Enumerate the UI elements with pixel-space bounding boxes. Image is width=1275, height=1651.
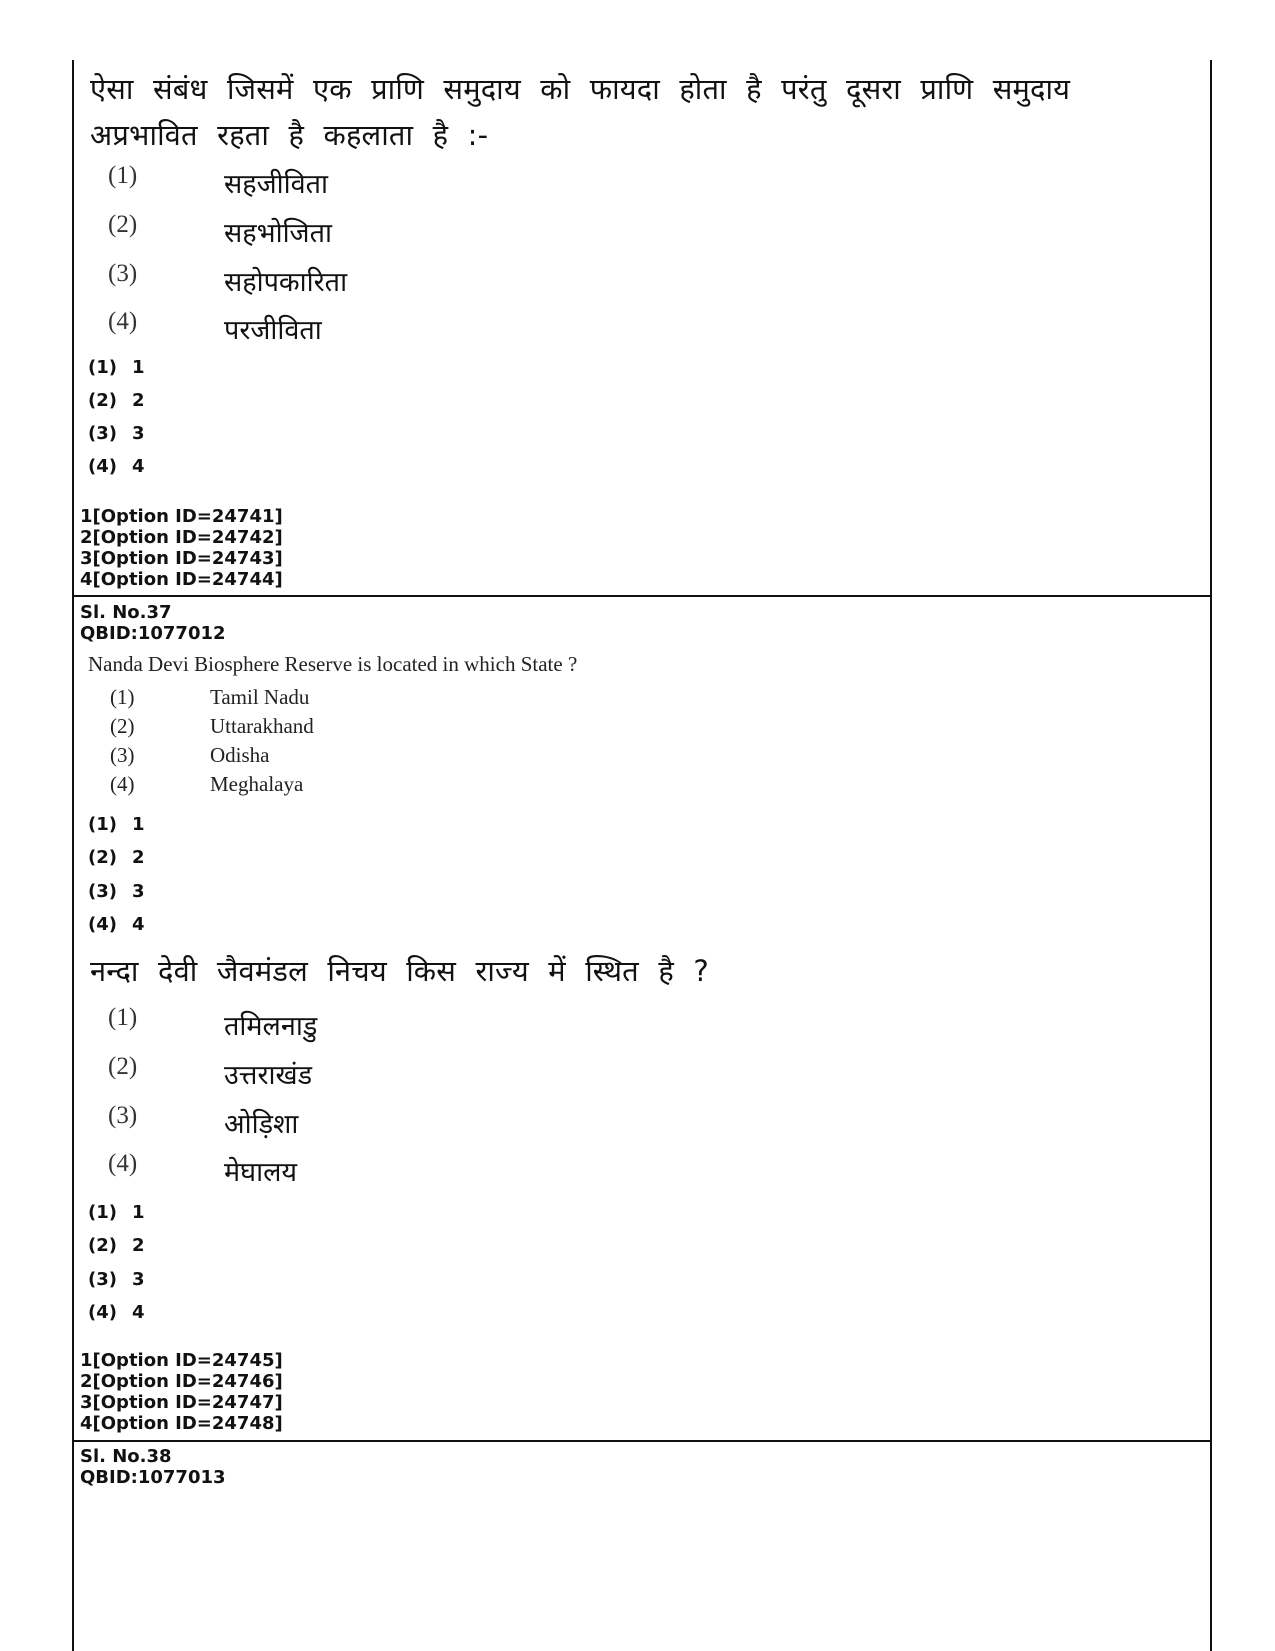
q37-hi-answer-4 (88, 1302, 145, 1326)
option-text: परजीविता (224, 315, 322, 346)
q37-en-answer-2 (88, 847, 145, 871)
answer-number: (4) (88, 456, 117, 477)
divider (74, 1440, 1210, 1442)
q36-answer-4 (88, 456, 145, 480)
q37-en-option-3 (74, 743, 574, 771)
answer-number: (3) (88, 1269, 117, 1290)
answer-value: 1 (132, 357, 145, 378)
q37-en-option-2 (74, 714, 574, 742)
q37-hi-answer-2 (88, 1235, 145, 1259)
question-36-text-hindi: ऐसा संबंध जिसमें एक प्राणि समुदाय को फायदा होता है परंतु दूसरा प्राणि समुदाय अप्रभावित रहता है कहलाता है :- (90, 72, 1071, 152)
option-number: (4) (110, 772, 135, 796)
q36-answer-3 (88, 423, 145, 447)
answer-number: (1) (88, 357, 117, 378)
q37-option-id-1: 1[Option ID=24745] (80, 1350, 283, 1371)
q38-qbid: QBID:1077013 (80, 1467, 226, 1488)
option-text: Meghalaya (210, 772, 304, 796)
q36-option-id-4: 4[Option ID=24744] (80, 569, 283, 590)
option-number: (2) (108, 1053, 138, 1080)
option-text: Odisha (210, 743, 270, 767)
q36-option-id-3: 3[Option ID=24743] (80, 548, 283, 569)
q36-answer-1 (88, 357, 145, 381)
option-number: (2) (110, 714, 135, 738)
q37-en-answer-3 (88, 881, 145, 905)
answer-number: (3) (88, 423, 117, 444)
question-frame (72, 60, 1212, 1651)
answer-value: 2 (132, 847, 145, 868)
answer-number: (2) (88, 847, 117, 868)
option-text: Tamil Nadu (210, 685, 310, 709)
q37-en-answer-1 (88, 814, 145, 838)
answer-value: 2 (132, 1235, 145, 1256)
answer-value: 4 (132, 1302, 145, 1323)
option-number: (4) (108, 1150, 138, 1177)
divider (74, 595, 1210, 597)
q37-serial-number: Sl. No.37 (80, 602, 172, 623)
q36-option-2 (74, 211, 674, 251)
option-text: उत्तराखंड (224, 1060, 313, 1091)
answer-number: (2) (88, 390, 117, 411)
q37-en-answer-4 (88, 914, 145, 938)
option-text: मेघालय (224, 1157, 298, 1188)
answer-value: 3 (132, 881, 145, 902)
q36-option-3 (74, 260, 674, 300)
q36-option-1 (74, 162, 674, 202)
question-37-text-hindi: नन्दा देवी जैवमंडल निचय किस राज्य में स्थित है ? (90, 954, 709, 988)
q38-serial-number: Sl. No.38 (80, 1446, 172, 1467)
answer-number: (4) (88, 1302, 117, 1323)
q37-option-id-4: 4[Option ID=24748] (80, 1413, 283, 1434)
answer-number: (2) (88, 1235, 117, 1256)
q37-en-option-1 (74, 685, 574, 713)
q36-option-id-2: 2[Option ID=24742] (80, 527, 283, 548)
q37-hi-answer-1 (88, 1202, 145, 1226)
q37-option-id-3: 3[Option ID=24747] (80, 1392, 283, 1413)
question-37-text-english: Nanda Devi Biosphere Reserve is located in which State ? (88, 652, 578, 676)
option-text: Uttarakhand (210, 714, 314, 738)
option-number: (2) (108, 211, 138, 238)
answer-number: (1) (88, 814, 117, 835)
q37-qbid: QBID:1077012 (80, 623, 226, 644)
answer-value: 2 (132, 390, 145, 411)
answer-value: 1 (132, 814, 145, 835)
option-number: (1) (108, 1004, 138, 1031)
answer-number: (1) (88, 1202, 117, 1223)
q37-hi-option-4 (74, 1150, 674, 1190)
option-text: तमिलनाडु (224, 1011, 318, 1042)
answer-number: (3) (88, 881, 117, 902)
q37-hi-answer-3 (88, 1269, 145, 1293)
option-text: सहजीविता (224, 169, 329, 200)
option-number: (3) (110, 743, 135, 767)
answer-value: 4 (132, 914, 145, 935)
option-text: ओड़िशा (224, 1109, 299, 1140)
answer-value: 3 (132, 423, 145, 444)
q36-option-id-1: 1[Option ID=24741] (80, 506, 283, 527)
q37-hi-option-2 (74, 1053, 674, 1093)
option-text: सहोपकारिता (224, 267, 348, 298)
option-number: (1) (108, 162, 138, 189)
option-number: (3) (108, 260, 138, 287)
q36-answer-2 (88, 390, 145, 414)
answer-value: 3 (132, 1269, 145, 1290)
q37-en-option-4 (74, 772, 574, 800)
option-number: (4) (108, 308, 138, 335)
answer-number: (4) (88, 914, 117, 935)
q37-option-id-2: 2[Option ID=24746] (80, 1371, 283, 1392)
q37-hi-option-3 (74, 1102, 674, 1142)
option-number: (3) (108, 1102, 138, 1129)
q37-hi-option-1 (74, 1004, 674, 1044)
option-text: सहभोजिता (224, 218, 332, 249)
answer-value: 4 (132, 456, 145, 477)
option-number: (1) (110, 685, 135, 709)
answer-value: 1 (132, 1202, 145, 1223)
q36-option-4 (74, 308, 674, 348)
